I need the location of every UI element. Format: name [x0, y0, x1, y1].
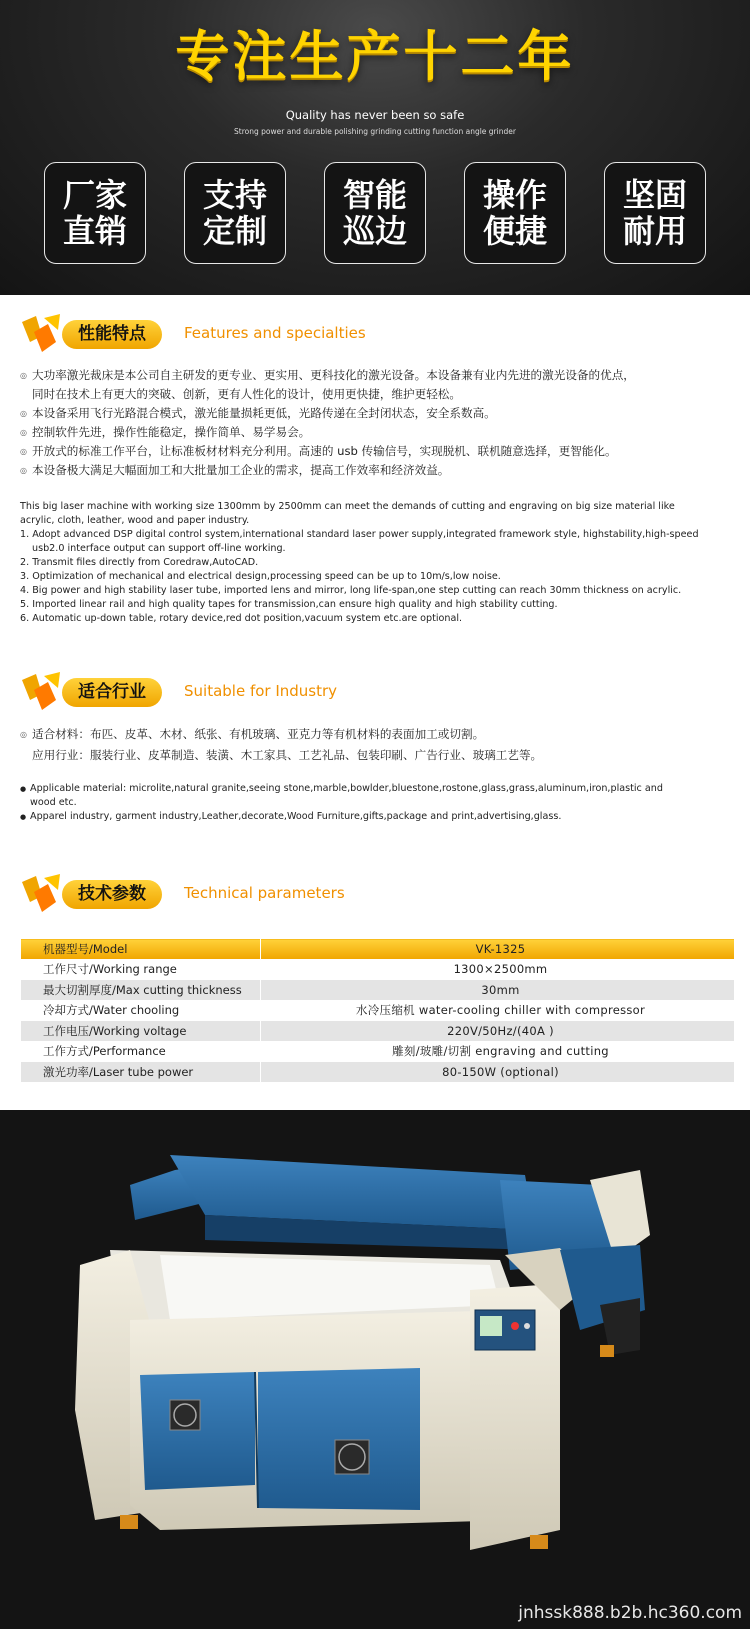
text-line: 2. Transmit files directly from Coredraw,AutoCAD.: [20, 557, 259, 568]
bullet-icon: ◎: [20, 730, 27, 739]
section-title-cn: 技术参数: [62, 880, 162, 909]
spec-label: 工作尺寸/Working range: [21, 959, 261, 980]
text-line: ● Applicable material: microlite,natural granite,seeing stone,marble,bowlder,bluestone,rostone,glass,grass,aluminum,iron,plastic and: [20, 782, 740, 796]
section-title-en: Features and specialties: [184, 324, 366, 342]
table-row: [21, 939, 735, 960]
section-title-en: Technical parameters: [184, 884, 345, 902]
text-line: 4. Big power and high stability laser tube, imported lens and mirror, long life-span,one step cutting can reach 30mm thickness on acrylic.: [20, 585, 682, 596]
hero-title: 专注生产十二年: [175, 25, 575, 88]
spec-value: VK-1325: [261, 939, 735, 960]
hero-subtitle: Quality has never been so safe: [285, 108, 465, 122]
feature-box-factory-direct: 厂家 直销: [44, 162, 146, 264]
feature-box-smart-edge: 智能 巡边: [324, 162, 426, 264]
machine-photo: [0, 1110, 750, 1629]
spec-value: 水冷压缩机 water-cooling chiller with compressor: [261, 1000, 735, 1021]
list-item: ◎ 开放式的标准工作平台，让标准板材材料充分利用。高速的 usb 传输信号，实现脱机、联机随意选择，更智能化。: [20, 442, 740, 461]
feature-box-customization: 支持 定制: [184, 162, 286, 264]
list-item: 应用行业：服装行业、皮革制造、装潢、木工家具、工艺礼品、包装印刷、广告行业、玻璃工艺等。: [32, 748, 543, 762]
list-item: ◎ 大功率激光裁床是本公司自主研发的更专业、更实用、更科技化的激光设备。本设备兼有业内先进的激光设备的优点，: [20, 366, 740, 385]
spec-label: 机器型号/Model: [21, 939, 261, 960]
hero-subtitle-small: Strong power and durable polishing grinding cutting function angle grinder: [234, 127, 516, 136]
laser-machine-illustration: [0, 1110, 750, 1629]
performance-en-block: [20, 500, 740, 626]
spec-label: 工作方式/Performance: [21, 1041, 261, 1062]
text-line: 5. Imported linear rail and high quality tapes for transmission,can ensure high quality and high stability cutting.: [20, 599, 558, 610]
text-line: acrylic, cloth, leather, wood and paper industry.: [20, 515, 250, 526]
section-title-cn: 性能特点: [62, 320, 162, 349]
section-title-cn: 适合行业: [62, 678, 162, 707]
performance-cn-list: [20, 366, 740, 480]
text-line: ● Apparel industry, garment industry,Leather,decorate,Wood Furniture,gifts,package and print,advertising,glass.: [20, 810, 740, 824]
text-line: 1. Adopt advanced DSP digital control system,international standard laser power supply,integrated framework style, highstability,high-speed: [20, 529, 699, 540]
spec-value: 雕刻/玻雕/切割 engraving and cutting: [261, 1041, 735, 1062]
spec-label: 激光功率/Laser tube power: [21, 1062, 261, 1083]
spec-value: 80-150W (optional): [261, 1062, 735, 1083]
spec-label: 最大切割厚度/Max cutting thickness: [21, 980, 261, 1001]
text-line: 6. Automatic up-down table, rotary device,red dot position,vacuum system etc.are optional.: [20, 613, 463, 624]
spec-value: 30mm: [261, 980, 735, 1001]
spec-value: 1300×2500mm: [261, 959, 735, 980]
brand-arrow-icon: [20, 670, 64, 714]
watermark: jnhssk888.b2b.hc360.com: [518, 1603, 742, 1623]
section-header-industry: [20, 670, 440, 716]
table-row: [21, 1062, 735, 1083]
list-item: 同时在技术上有更大的突破、创新，更有人性化的设计，使用更快捷，维护更轻松。: [32, 387, 461, 401]
text-line: This big laser machine with working size 1300mm by 2500mm can meet the demands of cutting and engraving on big size material like: [20, 501, 675, 512]
industry-en-block: [20, 782, 740, 824]
section-title-en: Suitable for Industry: [184, 682, 338, 700]
brand-arrow-icon: [20, 312, 64, 356]
list-item: ◎ 本设备采用飞行光路混合模式，激光能量损耗更低，光路传递在全封闭状态，安全系数高。: [20, 404, 740, 423]
list-item: ◎ 适合材料：布匹、皮革、木材、纸张、有机玻璃、亚克力等有机材料的表面加工或切割。: [20, 724, 740, 745]
text-line: 3. Optimization of mechanical and electrical design,processing speed can be up to 10m/s,low noise.: [20, 571, 501, 582]
table-row: [21, 980, 735, 1001]
spec-value: 220V/50Hz/(40A ): [261, 1021, 735, 1042]
list-item: ◎ 控制软件先进，操作性能稳定，操作简单、易学易会。: [20, 423, 740, 442]
text-line: usb2.0 interface output can support off-line working.: [32, 543, 286, 554]
table-row: [21, 1041, 735, 1062]
feature-box-easy-operation: 操作 便捷: [464, 162, 566, 264]
table-row: [21, 959, 735, 980]
table-row: [21, 1021, 735, 1042]
section-header-performance: [20, 312, 440, 358]
section-header-params: [20, 872, 440, 918]
feature-box-durable: 坚固 耐用: [604, 162, 706, 264]
spec-label: 工作电压/Working voltage: [21, 1021, 261, 1042]
hero-banner: [0, 0, 750, 295]
spec-table: [20, 938, 735, 1083]
industry-cn-block: [20, 724, 740, 766]
table-row: [21, 1000, 735, 1021]
list-item: ◎ 本设备极大满足大幅面加工和大批量加工企业的需求，提高工作效率和经济效益。: [20, 461, 740, 480]
brand-arrow-icon: [20, 872, 64, 916]
text-line: wood etc.: [30, 797, 77, 808]
spec-label: 冷却方式/Water chooling: [21, 1000, 261, 1021]
